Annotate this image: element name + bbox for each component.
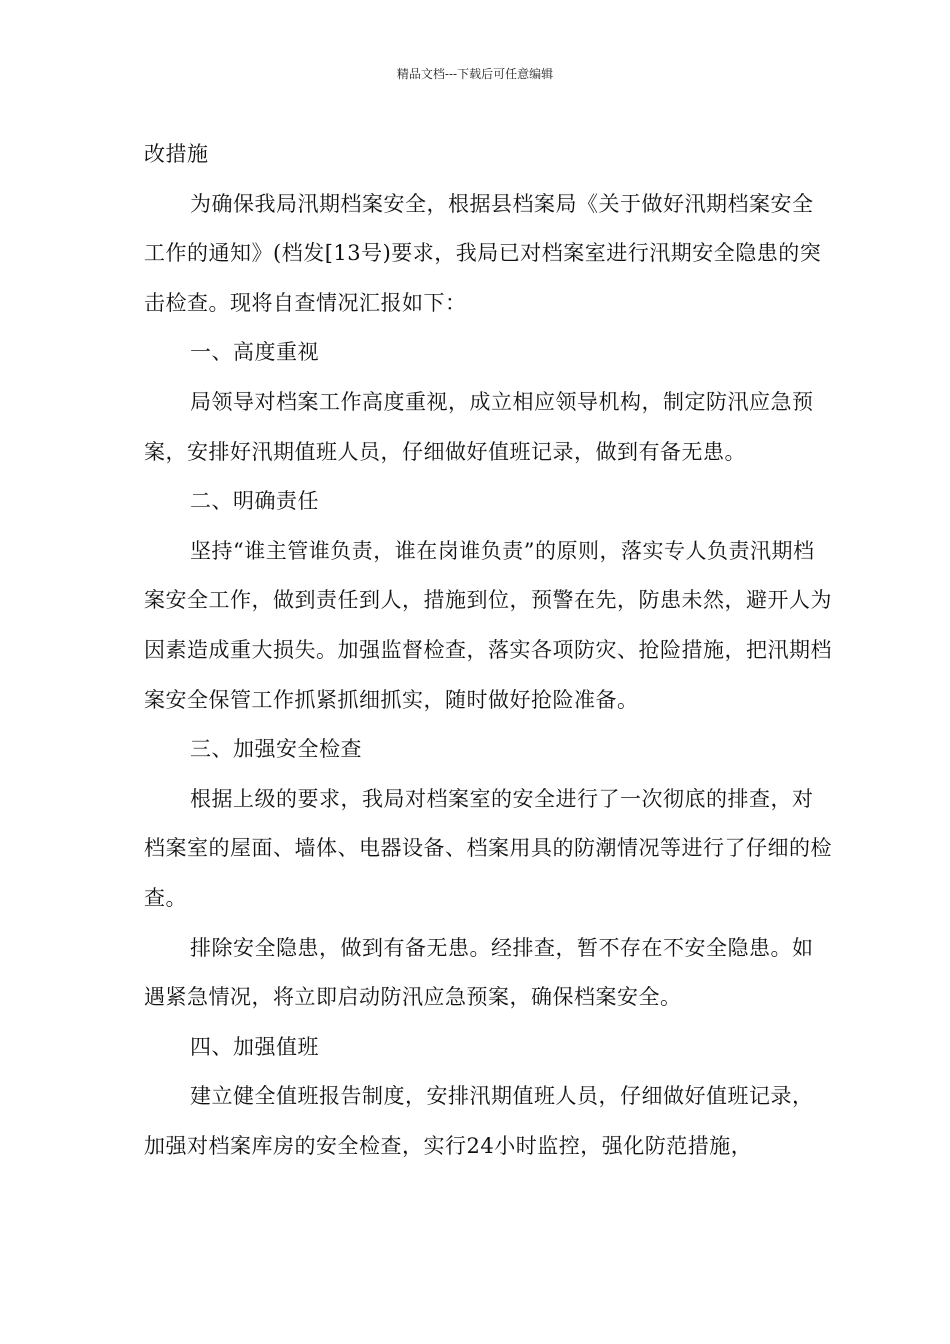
section-heading: 三、加强安全检查 xyxy=(190,737,362,762)
paragraph: 建立健全值班报告制度，安排汛期值班人员，仔细做好值班记录，加强对档案库房的安全检查，实行24小时监控，强化防范措施， xyxy=(144,1084,814,1158)
paragraph: 排除安全隐患，做到有备无患。经排查，暂不存在不安全隐患。如遇紧急情况，将立即启动防汛应急预案，确保档案安全。 xyxy=(144,935,814,1010)
paragraph: 坚持“谁主管谁负责，谁在岗谁负责”的原则，落实专人负责汛期档案安全工作，做到责任到人，措施到位，预警在先，防患未然，避开人为因素造成重大损失。加强监督检查，落实各项防灾、抢险措施，把汛期档案安全保管工作抓紧抓细抓实，随时做好抢险准备。 xyxy=(144,538,832,712)
section-heading: 四、加强值班 xyxy=(190,1034,319,1059)
paragraph: 改措施 xyxy=(144,142,209,166)
page-header: 精品文档---下载后可任意编辑 xyxy=(396,67,554,81)
section-heading: 一、高度重视 xyxy=(190,340,319,365)
paragraph: 根据上级的要求，我局对档案室的安全进行了一次彻底的排查，对档案室的屋面、墙体、电器设备、档案用具的防潮情况等进行了仔细的检查。 xyxy=(144,786,832,910)
document-body xyxy=(144,130,834,1171)
paragraph: 为确保我局汛期档案安全，根据县档案局《关于做好汛期档案安全工作的通知》(档发[13号)要求，我局已对档案室进行汛期安全隐患的突击检查。现将自查情况汇报如下： xyxy=(144,191,822,315)
paragraph: 局领导对档案工作高度重视，成立相应领导机构，制定防汛应急预案，安排好汛期值班人员，仔细做好值班记录，做到有备无患。 xyxy=(144,389,814,464)
section-heading: 二、明确责任 xyxy=(190,489,319,514)
